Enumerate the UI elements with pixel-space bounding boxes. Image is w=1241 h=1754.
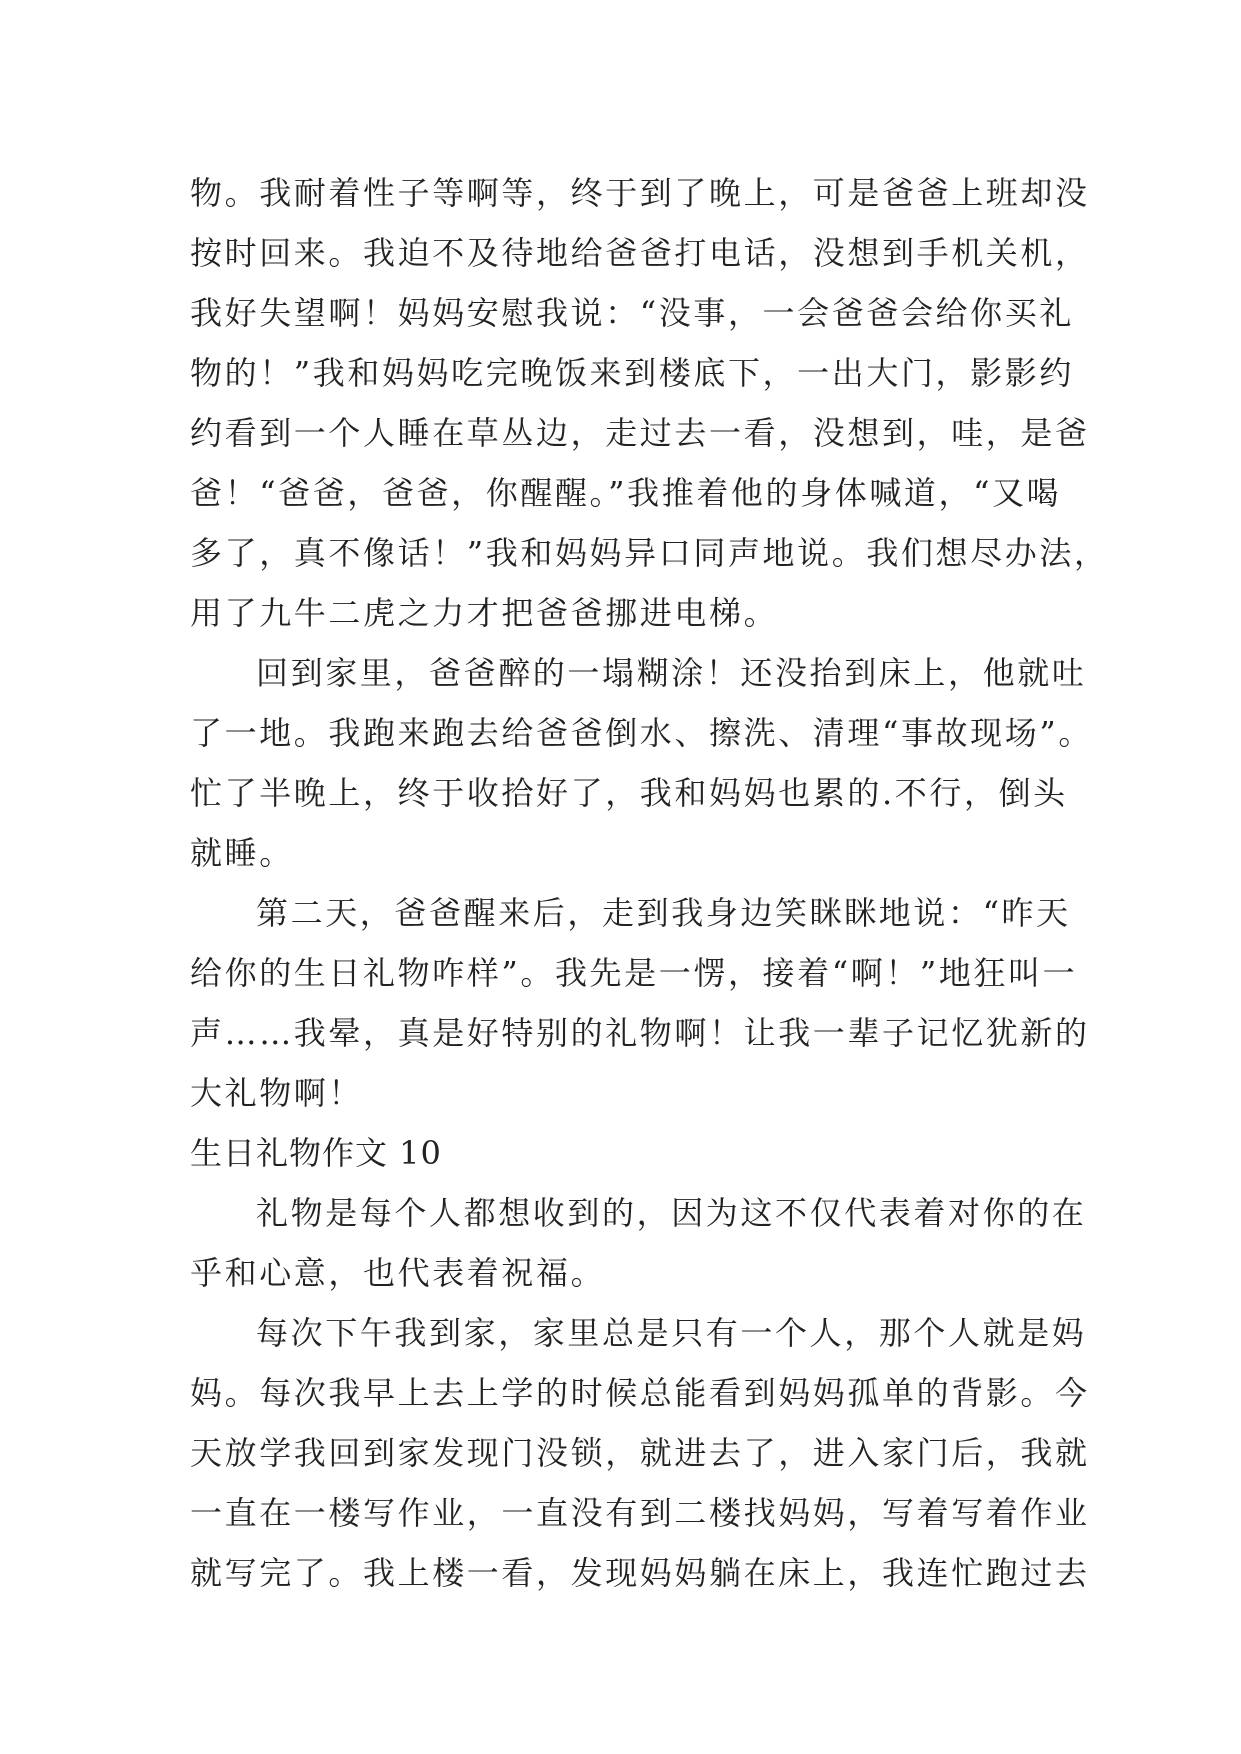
paragraph-line: 按时回来。我迫不及待地给爸爸打电话，没想到手机关机， (190, 234, 1090, 272)
paragraph-line: 第二天，爸爸醒来后，走到我身边笑眯眯地说：“昨天 (256, 894, 1071, 932)
paragraph-line: 约看到一个人睡在草丛边，走过去一看，没想到，哇，是爸 (190, 414, 1090, 452)
paragraph-line: 我好失望啊！妈妈安慰我说：“没事，一会爸爸会给你买礼 (190, 294, 1074, 332)
paragraph-line: 物的！”我和妈妈吃完晚饭来到楼底下，一出大门，影影约 (190, 354, 1074, 392)
paragraph-line: 声……我晕，真是好特别的礼物啊！让我一辈子记忆犹新的 (190, 1014, 1090, 1052)
paragraph-line: 就写完了。我上楼一看，发现妈妈躺在床上，我连忙跑过去 (190, 1554, 1090, 1592)
paragraph-line: 忙了半晚上，终于收拾好了，我和妈妈也累的.不行，倒头 (190, 774, 1068, 812)
paragraph-line: 礼物是每个人都想收到的，因为这不仅代表着对你的在 (256, 1194, 1087, 1232)
paragraph-line: 大礼物啊！ (190, 1074, 364, 1112)
paragraph-line: 多了，真不像话！”我和妈妈异口同声地说。我们想尽办法， (190, 534, 1109, 572)
essay-text (190, 163, 1109, 1603)
paragraph-line: 给你的生日礼物咋样”。我先是一愣，接着“啊！”地狂叫一 (190, 954, 1078, 992)
paragraph-line: 乎和心意，也代表着祝福。 (190, 1254, 606, 1292)
paragraph-line: 爸！“爸爸，爸爸，你醒醒。”我推着他的身体喊道，“又喝 (190, 474, 1062, 512)
section-heading: 生日礼物作文 10 (190, 1134, 442, 1172)
paragraph-line: 用了九牛二虎之力才把爸爸挪进电梯。 (190, 594, 779, 632)
paragraph-line: 物。我耐着性子等啊等，终于到了晚上，可是爸爸上班却没 (190, 174, 1090, 212)
paragraph-line: 每次下午我到家，家里总是只有一个人，那个人就是妈 (256, 1314, 1087, 1352)
paragraph-line: 了一地。我跑来跑去给爸爸倒水、擦洗、清理“事故现场”。 (190, 714, 1093, 752)
paragraph-line: 妈。每次我早上去上学的时候总能看到妈妈孤单的背影。今 (190, 1374, 1090, 1412)
paragraph-line: 一直在一楼写作业，一直没有到二楼找妈妈，写着写着作业 (190, 1494, 1090, 1532)
paragraph-line: 就睡。 (190, 834, 294, 872)
paragraph-line: 回到家里，爸爸醉的一塌糊涂！还没抬到床上，他就吐 (256, 654, 1087, 692)
paragraph-line: 天放学我回到家发现门没锁，就进去了，进入家门后，我就 (190, 1434, 1090, 1472)
